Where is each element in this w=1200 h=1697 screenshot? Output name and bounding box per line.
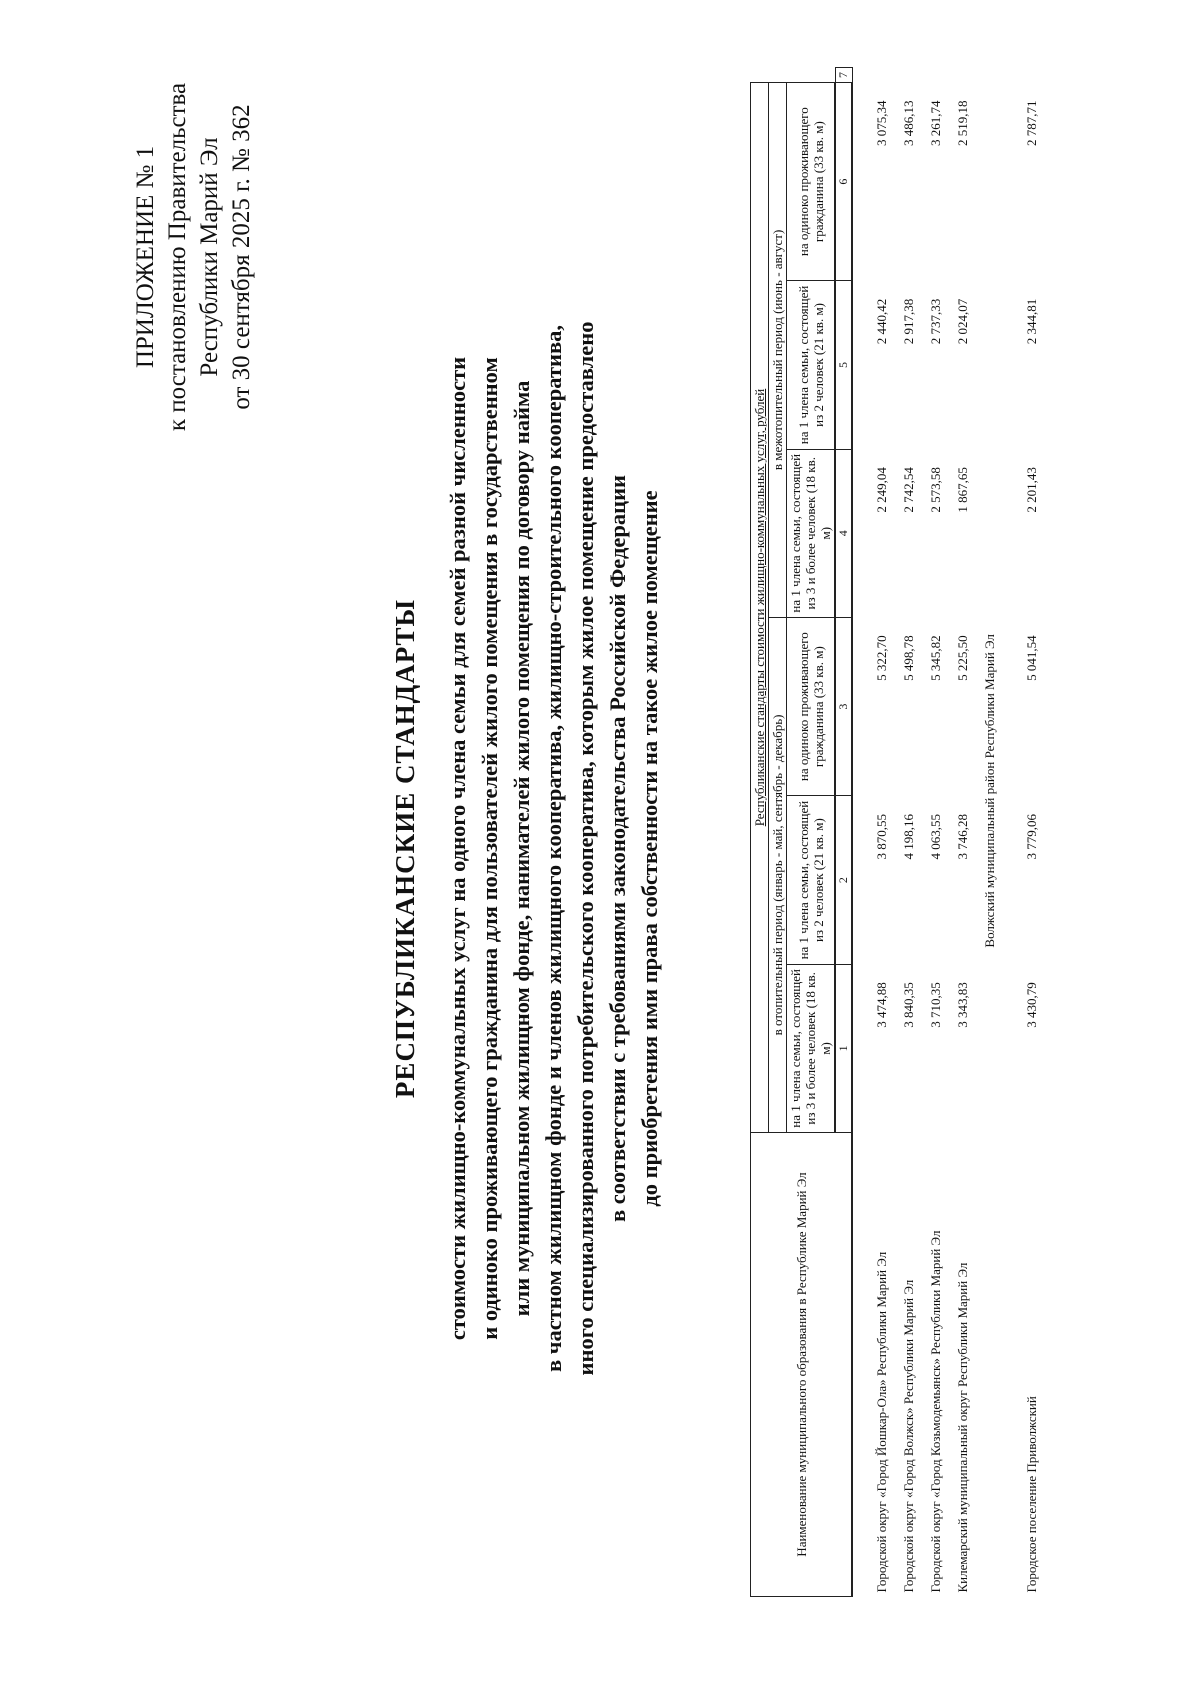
row-value: 3 430,79 [1024, 982, 1039, 1028]
header-col-4: на одиноко проживающего гражданина (33 кв. м) [787, 617, 836, 796]
row-value: 5 225,50 [955, 635, 970, 681]
row-value: 5 322,70 [874, 635, 889, 681]
col-number: 7 [835, 68, 852, 83]
row-value: 2 787,71 [1024, 100, 1039, 146]
row-value: 5 498,78 [901, 635, 916, 681]
row-value: 2 440,42 [874, 298, 889, 345]
subtitle-line: иного специализированного потребительского кооператива, которым жилое помещение предоставлено [573, 321, 598, 1376]
row-value: 3 343,83 [955, 982, 970, 1028]
row-name: Килемарский муниципальный округ Республики Марий Эл [955, 1262, 970, 1593]
col-number: 1 [835, 964, 852, 1132]
row-name: Городское поселение Приволжский [1024, 1396, 1039, 1593]
subtitle-line: в частном жилищном фонде и членов жилищного кооператива, жилищно-строительного кооператива, [541, 325, 566, 1373]
appendix-label: ПРИЛОЖЕНИЕ № 1 [132, 145, 159, 369]
header-heating-period: в отопительный период (январь - май, сентябрь - декабрь) [769, 617, 787, 1132]
row-value: 3 261,74 [928, 100, 943, 146]
header-nonheating-period: в межотопительный период (июнь - август) [769, 83, 787, 618]
decree-date: от 30 сентября 2025 г. № 362 [228, 104, 255, 410]
standards-table [750, 67, 1040, 1597]
row-value: 5 345,82 [928, 635, 943, 681]
row-value: 3 710,35 [928, 982, 943, 1028]
row-value: 2 249,04 [874, 467, 889, 513]
row-value: 2 519,18 [955, 100, 970, 146]
header-col-3: на 1 члена семьи, состоящей из 2 человек (21 кв. м) [787, 796, 836, 964]
row-value: 5 041,54 [1024, 635, 1039, 681]
row-value: 3 075,34 [874, 100, 889, 146]
row-value: 2 917,38 [901, 298, 916, 345]
republic-line: Республики Марий Эл [196, 137, 223, 377]
row-value: 3 840,35 [901, 982, 916, 1028]
subtitle-line: в соответствии с требованиями законодательства Российской Федерации [605, 474, 630, 1223]
row-value: 2 201,43 [1024, 467, 1039, 513]
document-title: РЕСПУБЛИКАНСКИЕ СТАНДАРТЫ [390, 598, 420, 1099]
subtitle-line: и одиноко проживающего гражданина для пользователей жилого помещения в государственном [477, 357, 502, 1340]
table-row [998, 68, 1040, 1597]
row-value: 2 024,07 [955, 298, 970, 345]
row-value: 4 198,16 [901, 813, 916, 860]
row-value: 1 867,65 [955, 467, 970, 513]
header-col-6: на 1 члена семьи, состоящей из 2 человек (21 кв. м) [787, 281, 836, 449]
col-number: 4 [835, 449, 852, 617]
header-standards-group: Республиканские стандарты стоимости жилищно-коммунальных услуг, рублей [751, 83, 769, 1133]
row-value: 2 737,33 [928, 298, 943, 345]
subtitle-line: стоимости жилищно-коммунальных услуг на одного члена семьи для семей разной численности [445, 356, 470, 1341]
table-row [917, 68, 944, 1597]
row-value: 3 486,13 [901, 100, 916, 146]
decree-line: к постановлению Правительства [164, 82, 191, 432]
row-value: 2 573,58 [928, 467, 943, 513]
header-col-5: на 1 члена семьи, состоящей из 3 и более человек (18 кв. м) [787, 449, 836, 617]
row-value: 3 779,06 [1024, 813, 1039, 860]
row-name: Городской округ «Город Козьмодемьянск» Республики Марий Эл [928, 1230, 943, 1593]
row-value: 2 742,54 [901, 467, 916, 513]
row-value: 3 870,55 [874, 813, 889, 860]
approval-block [130, 57, 258, 457]
document-subtitle [442, 0, 666, 1697]
header-municipality: Наименование муниципального образования в Республике Марий Эл [751, 1133, 853, 1597]
subtitle-line: до приобретения ими права собственности на такое жилое помещение [637, 490, 662, 1207]
table-row [944, 68, 971, 1597]
col-number: 5 [835, 281, 852, 449]
table-row [890, 68, 917, 1597]
subtitle-line: или муниципальном жилищном фонде, нанимателей жилого помещения по договору найма [509, 380, 534, 1317]
row-value: 3 474,88 [874, 982, 889, 1028]
row-value: 4 063,55 [928, 813, 943, 860]
district-heading-row [971, 68, 998, 1597]
table-row [863, 68, 890, 1597]
header-col-2: на 1 члена семьи, состоящей из 3 и более человек (18 кв. м) [787, 964, 836, 1132]
row-value: 3 746,28 [955, 813, 970, 860]
header-col-7: на одиноко проживающего гражданина (33 кв. м) [787, 83, 836, 281]
row-name: Городской округ «Город Волжск» Республики Марий Эл [901, 1279, 916, 1593]
row-value: 2 344,81 [1024, 298, 1039, 345]
row-name: Городской округ «Город Йошкар-Ола» Республики Марий Эл [874, 1251, 889, 1593]
col-number: 3 [835, 617, 852, 796]
district-heading: Волжский муниципальный район Республики Марий Эл [982, 634, 997, 948]
col-number: 6 [835, 83, 852, 281]
col-number: 2 [835, 796, 852, 964]
